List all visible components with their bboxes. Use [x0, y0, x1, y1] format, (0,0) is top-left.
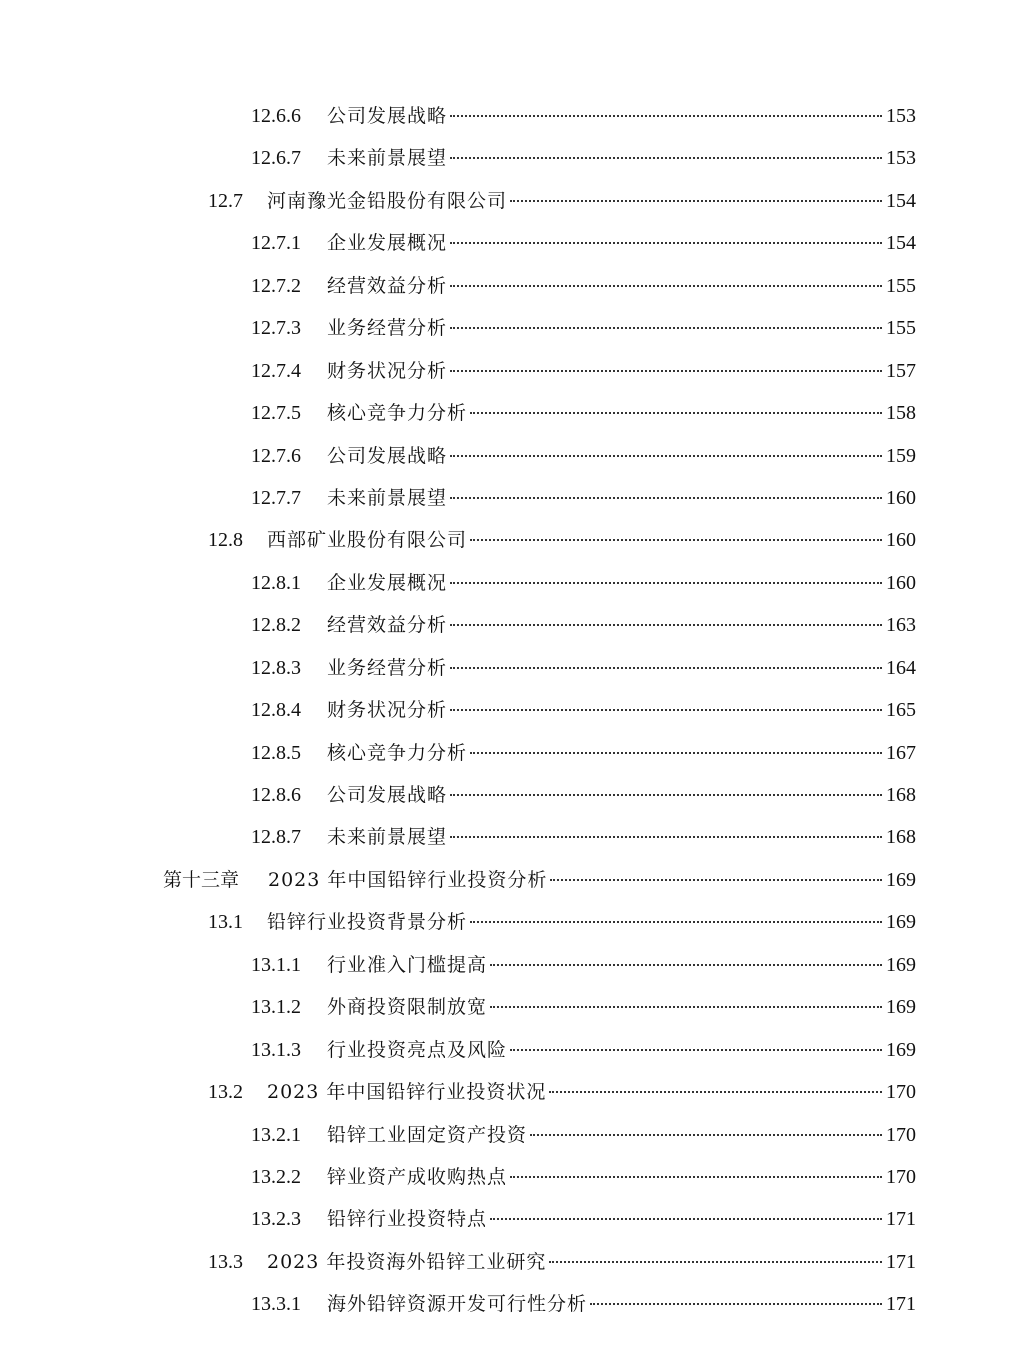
toc-entry-title: 海外铅锌资源开发可行性分析: [327, 1293, 588, 1316]
toc-entry[interactable]: [0, 1114, 1023, 1156]
dot-leader: [450, 285, 882, 287]
toc-entry-number: 12.8.5: [251, 741, 301, 764]
toc-entry-page: 153: [886, 105, 916, 127]
toc-entry-title: 企业发展概况: [327, 232, 448, 255]
toc-entry-page: 169: [886, 1038, 916, 1061]
toc-entry-number: 13.1.3: [251, 1038, 301, 1061]
toc-entry-title: 业务经营分析: [327, 656, 448, 679]
toc-entry[interactable]: [0, 435, 1023, 477]
dot-leader: [450, 327, 882, 329]
toc-entry-title: 行业准入门槛提高: [327, 953, 488, 976]
toc-entry-number: 13.3: [208, 1250, 243, 1273]
toc-entry-page: 171: [886, 1293, 916, 1316]
toc-entry-page: 170: [886, 1165, 916, 1188]
toc-entry[interactable]: [0, 222, 1023, 264]
toc-entry-page: 153: [886, 147, 916, 170]
toc-entry-title: 2023 年中国铅锌行业投资分析: [268, 868, 548, 891]
toc-entry-page: 169: [886, 868, 916, 891]
toc-entry-title: 西部矿业股份有限公司: [267, 529, 468, 552]
toc-entry[interactable]: [0, 350, 1023, 392]
toc-entry-title: 核心竞争力分析: [327, 402, 468, 425]
toc-entry-number: 12.7.4: [251, 359, 301, 382]
toc-entry-title: 核心竞争力分析: [327, 741, 468, 764]
toc-entry-page: 157: [886, 359, 916, 382]
dot-leader: [490, 964, 882, 966]
toc-entry-number: 12.6.7: [251, 147, 301, 170]
dot-leader: [450, 624, 882, 626]
dot-leader: [450, 582, 882, 584]
dot-leader: [450, 370, 882, 372]
toc-entry-title: 财务状况分析: [327, 359, 448, 382]
dot-leader: [450, 836, 882, 838]
toc-entry-number: 12.8.1: [251, 571, 301, 594]
toc-entry-title: 铅锌工业固定资产投资: [327, 1123, 528, 1146]
toc-entry-title: 公司发展战略: [327, 784, 448, 806]
toc-entry[interactable]: [0, 1198, 1023, 1240]
dot-leader: [470, 921, 882, 923]
toc-entry-title: 2023 年中国铅锌行业投资状况: [267, 1081, 547, 1104]
dot-leader: [550, 879, 882, 881]
dot-leader: [470, 412, 882, 414]
toc-entry-title: 行业投资亮点及风险: [327, 1038, 508, 1061]
toc-entry-number: 12.8.4: [251, 699, 301, 722]
dot-leader: [530, 1134, 882, 1136]
dot-leader: [470, 752, 882, 754]
toc-entry[interactable]: [0, 307, 1023, 349]
toc-entry-page: 169: [886, 953, 916, 976]
toc-entry-number: 12.8.7: [251, 826, 301, 849]
toc-entry-number: 12.8: [208, 529, 243, 552]
toc-entry[interactable]: [0, 180, 1023, 222]
toc-entry-title: 业务经营分析: [327, 317, 448, 340]
dot-leader: [549, 1091, 882, 1093]
dot-leader: [490, 1006, 882, 1008]
dot-leader: [510, 200, 882, 202]
toc-entry-title: 河南豫光金铅股份有限公司: [267, 189, 508, 212]
toc-entry-title: 外商投资限制放宽: [327, 996, 488, 1019]
toc-entry-number: 12.7.1: [251, 232, 301, 255]
toc-entry-page: 155: [886, 274, 916, 297]
dot-leader: [450, 242, 882, 244]
toc-entry-number: 12.7: [208, 189, 243, 212]
dot-leader: [450, 794, 882, 796]
toc-entry[interactable]: [0, 774, 1023, 816]
toc-entry-number: 12.7.5: [251, 402, 301, 425]
toc-entry-title: 公司发展战略: [327, 444, 448, 467]
toc-entry[interactable]: [0, 137, 1023, 179]
toc-entry-page: 164: [886, 656, 916, 679]
toc-entry-page: 160: [886, 486, 916, 509]
toc-entry-page: 155: [886, 317, 916, 340]
toc-entry-title: 铅锌行业投资特点: [327, 1208, 488, 1231]
dot-leader: [450, 115, 882, 117]
dot-leader: [470, 539, 882, 541]
dot-leader: [590, 1303, 882, 1305]
toc-entry-title: 公司发展战略: [327, 105, 448, 127]
toc-entry[interactable]: [0, 816, 1023, 858]
toc-entry-page: 168: [886, 784, 916, 806]
toc-entry[interactable]: [0, 1283, 1023, 1325]
toc-entry[interactable]: [0, 392, 1023, 434]
toc-entry-title: 未来前景展望: [327, 147, 448, 170]
toc-entry[interactable]: [0, 1241, 1023, 1283]
toc-entry[interactable]: [0, 265, 1023, 307]
toc-entry[interactable]: [0, 689, 1023, 731]
toc-entry-title: 经营效益分析: [327, 614, 448, 637]
toc-entry-number: 13.1.2: [251, 996, 301, 1019]
toc-entry-number: 12.7.3: [251, 317, 301, 340]
toc-entry-title: 企业发展概况: [327, 571, 448, 594]
toc-entry-page: 160: [886, 529, 916, 552]
toc-entry-page: 171: [886, 1250, 916, 1273]
toc-entry[interactable]: [0, 986, 1023, 1028]
toc-entry-title: 未来前景展望: [327, 486, 448, 509]
toc-entry-number: 13.1: [208, 911, 243, 934]
toc-entry-page: 170: [886, 1081, 916, 1104]
toc-entry-page: 160: [886, 571, 916, 594]
toc-entry-page: 165: [886, 699, 916, 722]
toc-entry[interactable]: [0, 1156, 1023, 1198]
toc-entry-title: 财务状况分析: [327, 699, 448, 722]
toc-entry-page: 169: [886, 911, 916, 934]
toc-entry[interactable]: [0, 519, 1023, 561]
toc-entry-title: 铅锌行业投资背景分析: [267, 911, 468, 934]
toc-entry[interactable]: [0, 1071, 1023, 1113]
toc-entry[interactable]: [0, 477, 1023, 519]
toc-entry-page: 154: [886, 189, 916, 212]
dot-leader: [450, 157, 882, 159]
toc-entry-title: 锌业资产成收购热点: [327, 1165, 508, 1188]
toc-entry-page: 159: [886, 444, 916, 467]
toc-entry[interactable]: [0, 562, 1023, 604]
toc-entry-title: 未来前景展望: [327, 826, 448, 849]
toc-entry-number: 12.8.3: [251, 656, 301, 679]
toc-entry[interactable]: [0, 901, 1023, 943]
toc-entry[interactable]: [0, 1029, 1023, 1071]
toc-entry-number: 12.8.6: [251, 784, 301, 806]
toc-entry-title: 2023 年投资海外铅锌工业研究: [267, 1250, 547, 1273]
toc-entry[interactable]: [0, 647, 1023, 689]
toc-entry-page: 158: [886, 402, 916, 425]
toc-entry-number: 13.3.1: [251, 1293, 301, 1316]
toc-entry-page: 168: [886, 826, 916, 849]
toc-entry-page: 154: [886, 232, 916, 255]
toc-entry-page: 167: [886, 741, 916, 764]
dot-leader: [549, 1261, 882, 1263]
toc-entry-number: 12.6.6: [251, 105, 301, 127]
dot-leader: [490, 1218, 882, 1220]
toc-entry[interactable]: [0, 95, 1023, 137]
toc-entry-title: 经营效益分析: [327, 274, 448, 297]
toc-entry-number: 13.2.2: [251, 1165, 301, 1188]
dot-leader: [450, 497, 882, 499]
toc-entry-page: 169: [886, 996, 916, 1019]
dot-leader: [450, 455, 882, 457]
toc-entry-number: 12.8.2: [251, 614, 301, 637]
toc-entry-number: 12.7.6: [251, 444, 301, 467]
toc-entry-page: 171: [886, 1208, 916, 1231]
toc-entry-page: 170: [886, 1123, 916, 1146]
toc-entry-number: 12.7.2: [251, 274, 301, 297]
dot-leader: [450, 709, 882, 711]
toc-entry[interactable]: [0, 732, 1023, 774]
toc-entry-number: 12.7.7: [251, 486, 301, 509]
toc-entry-number: 13.2.3: [251, 1208, 301, 1231]
dot-leader: [510, 1176, 882, 1178]
toc-entry-page: 163: [886, 614, 916, 637]
dot-leader: [510, 1049, 882, 1051]
toc-entry-number: 13.2.1: [251, 1123, 301, 1146]
toc-entry[interactable]: [0, 604, 1023, 646]
toc-entry[interactable]: [0, 859, 1023, 901]
dot-leader: [450, 667, 882, 669]
toc-entry-number: 第十三章: [163, 868, 240, 891]
toc-entry-number: 13.2: [208, 1081, 243, 1104]
table-of-contents: [0, 95, 1023, 1326]
toc-entry-number: 13.1.1: [251, 953, 301, 976]
toc-entry[interactable]: [0, 944, 1023, 986]
